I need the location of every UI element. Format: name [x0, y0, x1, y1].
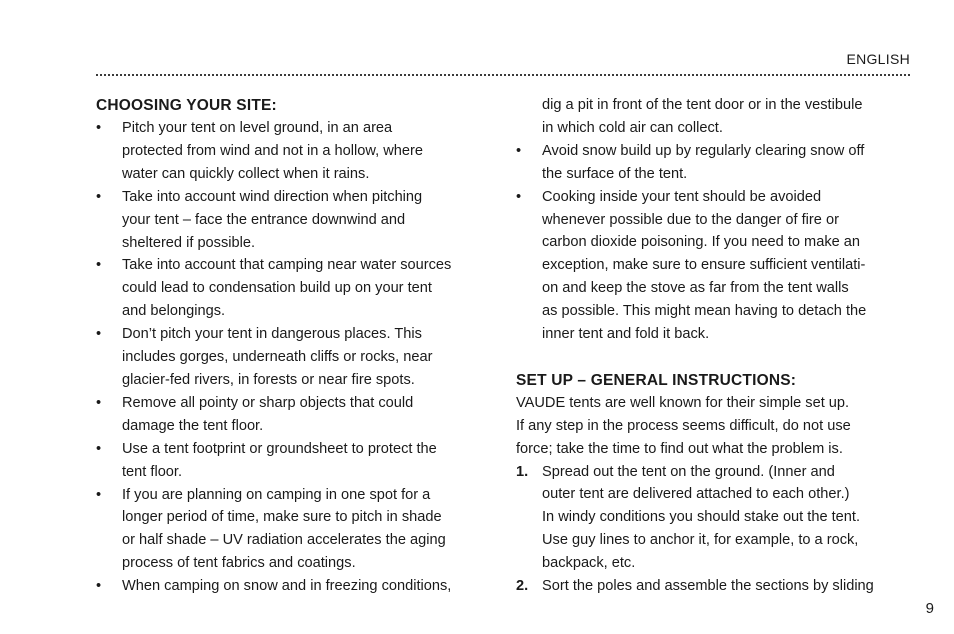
list-item-line: the surface of the tent. [542, 165, 688, 182]
list-item-line: If you are planning on camping in one spot for a [122, 486, 431, 503]
list-item-line: inner tent and fold it back. [542, 326, 710, 343]
list-item-line: process of tent fabrics and coatings. [122, 555, 356, 572]
list-item-line: Remove all pointy or sharp objects that could [122, 394, 414, 411]
list-item-line: Use a tent footprint or groundsheet to protect the [122, 440, 437, 457]
list-item-line: on and keep the stove as far from the tent walls [542, 280, 849, 297]
list-item [516, 186, 914, 346]
snow-cooking-tips-list [516, 140, 914, 346]
list-item-line: damage the tent floor. [122, 417, 264, 434]
bullet-icon: • [96, 578, 102, 595]
list-item-line: and belongings. [122, 303, 226, 320]
list-item-line: glacier-fed rivers, in forests or near fire spots. [122, 371, 415, 388]
list-item [96, 323, 491, 392]
list-item-line: protected from wind and not in a hollow, where [122, 142, 423, 159]
list-item-line: When camping on snow and in freezing conditions, [122, 578, 452, 595]
list-item [96, 117, 491, 186]
list-item [96, 575, 491, 598]
list-item [96, 438, 491, 484]
bullet-icon: • [516, 142, 522, 159]
list-item-line: whenever possible due to the danger of fire or [542, 211, 839, 228]
step-number: 2. [516, 578, 529, 595]
section-heading-choosing-site: CHOOSING YOUR SITE: [96, 97, 277, 114]
section-heading-setup: SET UP – GENERAL INSTRUCTIONS: [516, 371, 797, 389]
setup-intro [516, 392, 914, 461]
right-column [516, 94, 914, 598]
list-item [516, 140, 914, 186]
list-item-line: exception, make sure to ensure sufficient ventilati- [542, 257, 866, 274]
step-number: 1. [516, 463, 529, 480]
list-item-line: your tent – face the entrance downwind and [122, 211, 406, 228]
continued-paragraph-line: dig a pit in front of the tent door or in the vestibule [542, 97, 863, 113]
list-item-line: Avoid snow build up by regularly clearing snow off [542, 142, 865, 159]
list-item-line: carbon dioxide poisoning. If you need to make an [542, 234, 861, 251]
bullet-icon: • [516, 188, 522, 205]
list-item-line: as possible. This might mean having to detach the [542, 303, 867, 320]
list-item-line: longer period of time, make sure to pitch in shade [122, 509, 442, 526]
intro-line: If any step in the process seems difficult, do not use [516, 417, 851, 434]
list-item [96, 484, 491, 576]
list-item-line: Pitch your tent on level ground, in an area [122, 120, 393, 136]
bullet-icon: • [96, 257, 102, 274]
step-item [516, 461, 914, 576]
step-line: outer tent are delivered attached to each other.) [542, 486, 850, 503]
step-line: In windy conditions you should stake out the tent. [542, 509, 861, 526]
language-label: ENGLISH [846, 51, 910, 67]
bullet-icon: • [96, 120, 102, 136]
list-item-line: Don’t pitch your tent in dangerous places. This [122, 326, 422, 343]
list-item [96, 254, 491, 323]
page-number: 9 [925, 600, 934, 617]
step-item [516, 575, 914, 598]
list-item-line: could lead to condensation build up on your tent [122, 280, 432, 297]
list-item [96, 392, 491, 438]
list-item-line: includes gorges, underneath cliffs or rocks, near [122, 349, 433, 366]
list-item-line: Cooking inside your tent should be avoided [542, 188, 822, 205]
bullet-icon: • [96, 188, 102, 205]
continued-paragraph [516, 94, 914, 140]
intro-line: VAUDE tents are well known for their simple set up. [516, 394, 850, 411]
dotted-divider [96, 74, 910, 76]
step-line: Sort the poles and assemble the sections by sliding [542, 578, 874, 595]
step-line: Spread out the tent on the ground. (Inner and [542, 463, 835, 480]
step-line: Use guy lines to anchor it, for example, to a rock, [542, 532, 859, 549]
list-item-line: sheltered if possible. [122, 234, 256, 251]
list-item-line: tent floor. [122, 463, 183, 480]
list-item [96, 186, 491, 255]
bullet-icon: • [96, 394, 102, 411]
list-item-line: water can quickly collect when it rains. [122, 165, 370, 182]
left-column [96, 94, 491, 598]
bullet-icon: • [96, 326, 102, 343]
setup-steps-list [516, 461, 914, 598]
site-tips-list [96, 117, 491, 598]
list-item-line: Take into account wind direction when pitching [122, 188, 423, 205]
step-line: backpack, etc. [542, 555, 636, 572]
bullet-icon: • [96, 440, 102, 457]
intro-line: force; take the time to find out what the problem is. [516, 440, 843, 457]
list-item-line: or half shade – UV radiation accelerates the aging [122, 532, 446, 549]
bullet-icon: • [96, 486, 102, 503]
list-item-line: Take into account that camping near water sources [122, 257, 452, 274]
continued-paragraph-line: in which cold air can collect. [542, 119, 723, 136]
